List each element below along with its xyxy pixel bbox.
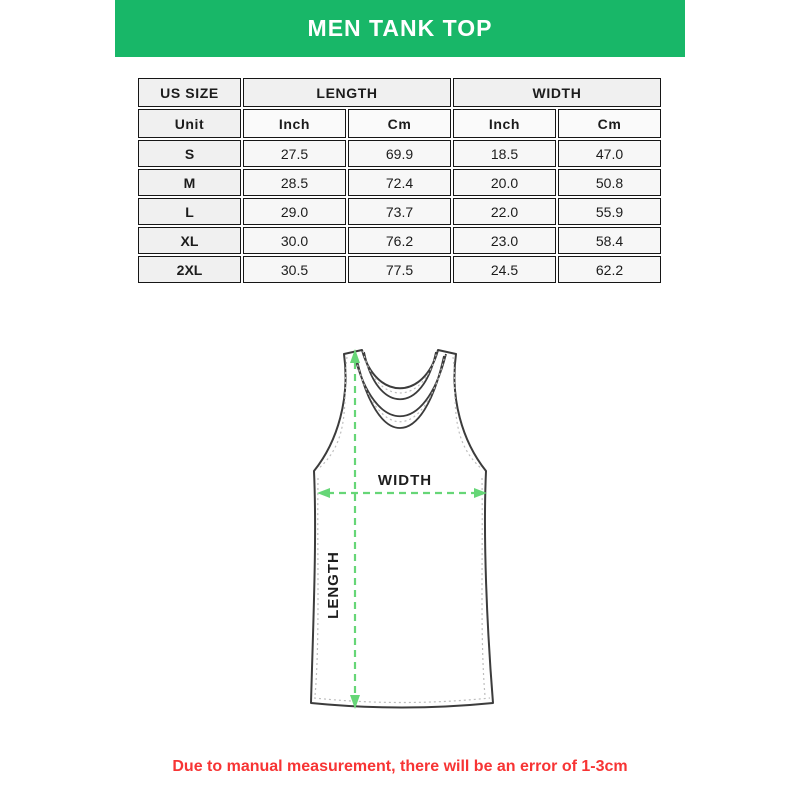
table-group-header-row [138,78,661,107]
value-cell: 27.5 [243,140,346,167]
size-cell: 2XL [138,256,241,283]
unit-label-cell: Unit [138,109,241,138]
value-cell: 30.5 [243,256,346,283]
table-row-s [138,140,661,167]
unit-length-inch: Inch [243,109,346,138]
value-cell: 18.5 [453,140,556,167]
tank-top-diagram [280,338,520,722]
value-cell: 24.5 [453,256,556,283]
value-cell: 76.2 [348,227,451,254]
size-cell: M [138,169,241,196]
title-banner [115,0,685,57]
value-cell: 28.5 [243,169,346,196]
page-title: MEN TANK TOP [307,15,493,41]
table-unit-row [138,109,661,138]
size-chart [136,76,663,285]
size-chart-table [136,76,663,285]
size-cell: S [138,140,241,167]
value-cell: 73.7 [348,198,451,225]
table-row-xl [138,227,661,254]
table-row-m [138,169,661,196]
value-cell: 22.0 [453,198,556,225]
value-cell: 30.0 [243,227,346,254]
width-label: WIDTH [377,472,433,489]
value-cell: 58.4 [558,227,661,254]
length-label: LENGTH [325,551,342,619]
size-cell: L [138,198,241,225]
measurement-note: Due to manual measurement, there will be an error of 1-3cm [172,758,628,775]
value-cell: 20.0 [453,169,556,196]
value-cell: 29.0 [243,198,346,225]
value-cell: 69.9 [348,140,451,167]
unit-width-inch: Inch [453,109,556,138]
header-width: WIDTH [453,78,661,107]
tank-outline [311,350,493,708]
value-cell: 55.9 [558,198,661,225]
size-cell: XL [138,227,241,254]
value-cell: 23.0 [453,227,556,254]
value-cell: 72.4 [348,169,451,196]
header-length: LENGTH [243,78,451,107]
table-row-l [138,198,661,225]
unit-length-cm: Cm [348,109,451,138]
value-cell: 47.0 [558,140,661,167]
header-us-size: US SIZE [138,78,241,107]
value-cell: 77.5 [348,256,451,283]
unit-width-cm: Cm [558,109,661,138]
value-cell: 62.2 [558,256,661,283]
table-row-2xl [138,256,661,283]
value-cell: 50.8 [558,169,661,196]
